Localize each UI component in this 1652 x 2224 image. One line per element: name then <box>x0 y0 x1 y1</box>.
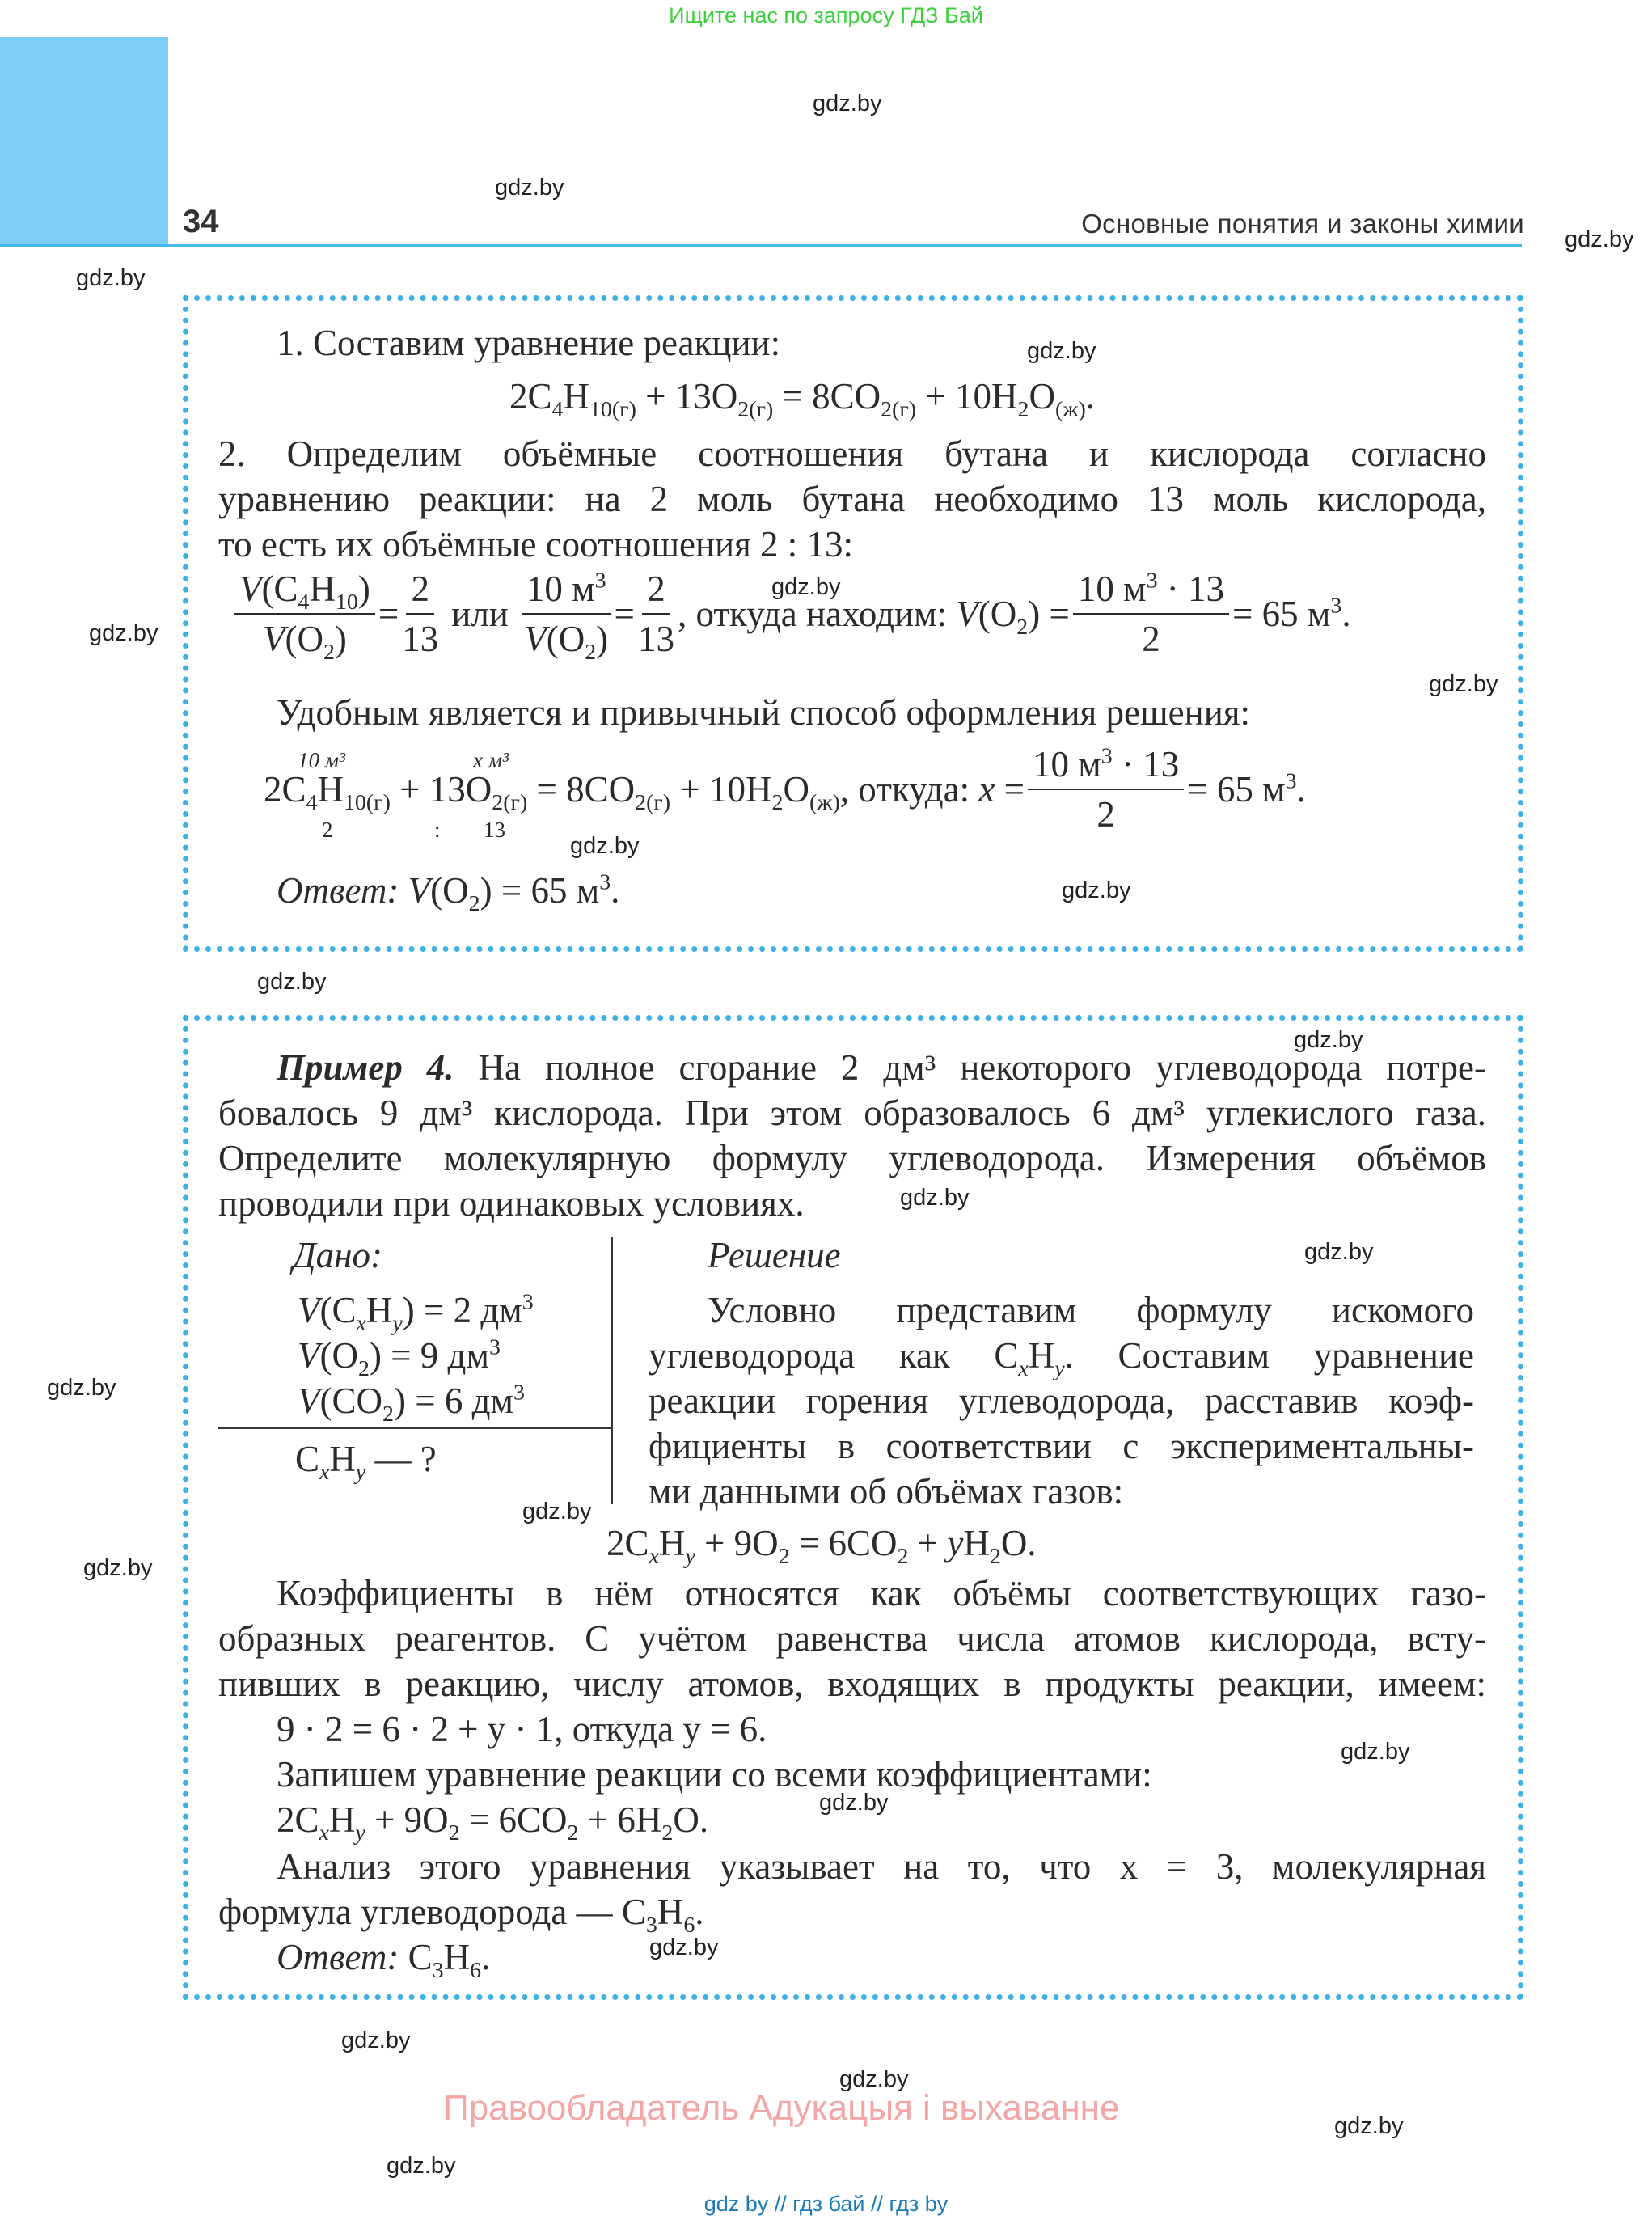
given-v-co2: $V(CO_2) = 6$ $дм^3$ <box>298 1380 525 1427</box>
step-1-text: 1. Составим уравнение реакции: <box>277 323 781 363</box>
annotation-xm3: x м³ <box>473 748 509 772</box>
coef-line-3: пивших в реакцию, числу атомов, входящих в продукты реакции, имеем: <box>218 1664 1486 1704</box>
step-2-line-3: то есть их объёмные соотношения 2 : 13: <box>218 524 854 564</box>
fraction-2-13: $\frac{2}{13}$ <box>402 566 438 662</box>
watermark: gdz.by <box>819 1790 889 1816</box>
annotation-2: 2 <box>322 818 333 842</box>
header-rule <box>0 244 1522 247</box>
fraction-result-2: $\frac{10 м^3 \cdot 13}{2}$ <box>1028 742 1184 837</box>
answer-2: Ответ: $C_3H_6$. <box>277 1937 491 1983</box>
reaction-equation-general: $2C_xH_y + 9O_2 = 6CO_2 + yH_2O$. <box>606 1523 1037 1569</box>
given-v-o2: $V(O_2) = 9$ $дм^3$ <box>298 1334 501 1381</box>
ratio-equation: $\frac{V(C_4H_{10})}{V(O_2)}$ = $\frac{2}{13}$ или $\frac{10 м^3}{V(O_2)}$ = $\frac{2}{13}$ , откуда находим: $V(O_2)$ = $\frac{10 м^3 \cdot 13}{2}$ = 65 $м^3$. <box>231 566 1351 662</box>
step-2-line-2: уравнению реакции: на 2 моль бутана необходимо 13 моль кислорода, <box>218 479 1486 519</box>
annotation-13: 13 <box>484 818 505 842</box>
convenient-method-text: Удобным является и привычный способ оформления решения: <box>277 692 1251 733</box>
watermark: gdz.by <box>900 1185 970 1211</box>
answer-label: Ответ: <box>277 870 399 911</box>
watermark: gdz.by <box>1027 338 1096 364</box>
bottom-links[interactable]: gdz by // гдз бай // гдз by <box>703 2192 949 2216</box>
step-2-line-1: 2. Определим объёмные соотношения бутана и кислорода согласно <box>218 433 1486 474</box>
watermark: gdz.by <box>47 1375 116 1401</box>
watermark: gdz.by <box>83 1555 153 1581</box>
problem-line-3: Определите молекулярную формулу углеводорода. Измерения объёмов <box>218 1138 1486 1178</box>
solution-label: Решение <box>708 1235 841 1275</box>
word-otkuda: , откуда: <box>839 769 970 810</box>
header-color-tab <box>0 37 168 244</box>
word-ili: или <box>451 594 509 634</box>
chapter-title: Основные понятия и законы химии <box>1081 209 1524 239</box>
find-cxhy: $C_xH_y$ — ? <box>295 1439 437 1485</box>
answer-label: Ответ: <box>277 1937 399 1977</box>
given-label: Дано: <box>293 1235 382 1275</box>
watermark: gdz.by <box>257 969 327 995</box>
watermark: gdz.by <box>495 175 564 201</box>
word-otkuda-nahodim: откуда находим: <box>695 594 948 634</box>
coef-line-1: Коэффициенты в нём относятся как объёмы соответствующих газо- <box>277 1573 1486 1613</box>
calculation-line: 9 · 2 = 6 · 2 + y · 1, откуда y = 6. <box>277 1709 767 1749</box>
solution-line-3: реакции горения углеводорода, расставив коэф- <box>649 1380 1474 1421</box>
problem-line-1: Пример 4. На полное сгорание 2 дм³ некоторого углеводорода потре- <box>277 1047 1486 1088</box>
watermark: gdz.by <box>522 1499 592 1524</box>
fraction-v-ratio: $\frac{V(C_4H_{10})}{V(O_2)}$ <box>234 566 375 662</box>
watermark: gdz.by <box>1334 2113 1404 2139</box>
reaction-equation-final: $2C_xH_y + 9O_2 = 6CO_2 + 6H_2O$. <box>277 1799 709 1846</box>
given-divider <box>218 1427 613 1429</box>
watermark: gdz.by <box>1294 1027 1363 1053</box>
write-equation-text: Запишем уравнение реакции со всеми коэффициентами: <box>277 1754 1152 1795</box>
fraction-2-13-b: $\frac{2}{13}$ <box>638 566 674 662</box>
problem-line-2: бовалось 9 дм³ кислорода. При этом образовалось 6 дм³ углекислого газа. <box>218 1093 1486 1133</box>
coef-line-2: образных реагентов. С учётом равенства числа атомов кислорода, всту- <box>218 1618 1486 1659</box>
annotation-colon: : <box>434 818 441 842</box>
watermark: gdz.by <box>649 1934 719 1960</box>
page-number: 34 <box>183 204 219 239</box>
example-label: Пример 4. <box>277 1047 454 1088</box>
problem-line-4: проводили при одинаковых условиях. <box>218 1183 805 1224</box>
fraction-10m3-vo2: $\frac{10 м^3}{V(O_2)}$ <box>522 566 611 662</box>
solution-line-5: ми данными об объёмах газов: <box>649 1471 1124 1512</box>
solution-line-1: Условно представим формулу искомого <box>708 1290 1474 1330</box>
solution-line-2: углеводорода как $C_xH_y$. Составим уравнение <box>649 1335 1475 1381</box>
watermark: gdz.by <box>1062 877 1131 903</box>
watermark: gdz.by <box>813 91 882 116</box>
watermark: gdz.by <box>1429 671 1498 697</box>
solution-line-4: фициенты в соответствии с экспериментальны- <box>649 1426 1474 1466</box>
watermark: gdz.by <box>1565 226 1634 252</box>
watermark: gdz.by <box>839 2066 909 2092</box>
fraction-result: $\frac{10 м^3 \cdot 13}{2}$ <box>1073 566 1229 662</box>
watermark: gdz.by <box>341 2027 411 2053</box>
analysis-line-2: формула углеводорода — $C_3H_6$. <box>218 1892 704 1938</box>
top-banner[interactable]: Ищите нас по запросу ГДЗ Бай <box>669 3 983 27</box>
watermark: gdz.by <box>89 620 158 646</box>
watermark: gdz.by <box>1304 1239 1374 1265</box>
analysis-line-1: Анализ этого уравнения указывает на то, что x = 3, молекулярная <box>277 1846 1486 1887</box>
watermark: gdz.by <box>570 833 640 859</box>
watermark: gdz.by <box>771 574 841 600</box>
copyright-notice: Правообладатель Адукацыя і выхаванне <box>443 2088 1120 2128</box>
given-vertical-divider <box>611 1237 613 1504</box>
watermark: gdz.by <box>387 2153 456 2179</box>
reaction-equation-1: $2C_4H_{10(г)} + 13O_{2(г)} = 8CO_{2(г)} + 10H_2O_{(ж)}$. <box>509 376 1096 422</box>
annotation-10m3: 10 м³ <box>298 748 346 772</box>
given-v-cxhy: $V(C_xH_y) = 2$ $дм^3$ <box>298 1289 534 1336</box>
annotated-equation: $2C_4H_{10(г)} + 13O_{2(г)} = 8CO_{2(г)} + 10H_2O_{(ж)}$ , откуда: x = $\frac{10 м^3 \cdot 13}{2}$ = 65 $м^3$. <box>264 742 1306 837</box>
watermark: gdz.by <box>1341 1739 1410 1765</box>
answer-1: Ответ: $V(O_2) = 65$ $м^3$. <box>277 869 620 916</box>
watermark: gdz.by <box>76 265 146 291</box>
